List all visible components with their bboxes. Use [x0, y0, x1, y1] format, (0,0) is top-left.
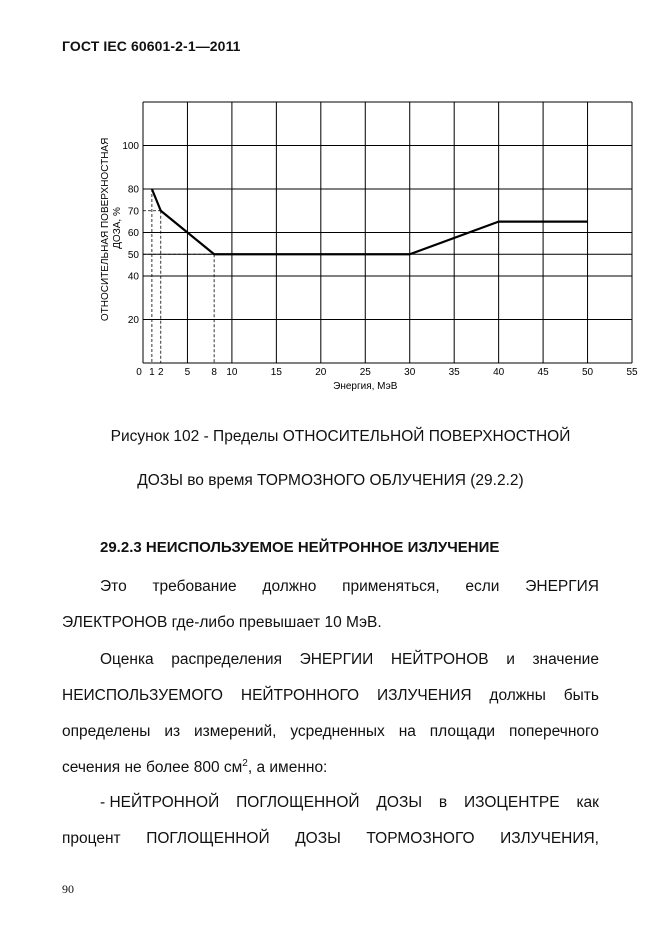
word: ДОЗЫ	[295, 830, 341, 847]
dose-limit-chart	[0, 0, 661, 420]
series-lines	[152, 189, 588, 254]
word: и	[506, 651, 515, 668]
word: НЕИСПОЛЬЗУЕМОГО	[62, 687, 223, 704]
word: НЕЙТРОННОГО	[240, 687, 360, 704]
x-tick-label: 45	[537, 367, 549, 378]
x-tick-label: 8	[211, 367, 217, 378]
figure-caption-line1: Рисунок 102 - Пределы ОТНОСИТЕЛЬНОЙ ПОВЕРХНОСТНОЙ	[110, 428, 571, 445]
section-heading: 29.2.3 НЕИСПОЛЬЗУЕМОЕ НЕЙТРОННОЕ ИЗЛУЧЕНИЕ	[100, 539, 500, 556]
word: как	[576, 794, 599, 811]
word: ИЗЛУЧЕНИЯ,	[500, 830, 599, 847]
paragraph1-line2: ЭЛЕКТРОНОВ где-либо превышает 10 МэВ.	[62, 614, 382, 631]
y-tick-label: 70	[127, 206, 139, 218]
word: ИЗЛУЧЕНИЯ	[376, 687, 472, 704]
word: значение	[532, 651, 599, 668]
word: НЕЙТРОНОВ	[390, 651, 489, 668]
word: - НЕЙТРОННОЙ	[100, 794, 220, 811]
x-tick-label: 2	[158, 367, 164, 378]
x-tick-label: 50	[581, 367, 594, 378]
word: распределения	[171, 651, 282, 668]
p2-line4-end: , а именно:	[247, 759, 328, 777]
paragraph2-line2	[62, 687, 599, 705]
word: усредненных	[290, 723, 385, 740]
word: поперечного	[508, 723, 599, 740]
word: на	[398, 723, 416, 740]
x-tick-label: 15	[270, 367, 282, 378]
chart-grid	[143, 102, 632, 363]
word: ЭНЕРГИЯ	[525, 578, 599, 595]
word: требование	[152, 578, 237, 595]
word: ТОРМОЗНОГО	[366, 830, 475, 847]
word: ИЗОЦЕНТРЕ	[464, 794, 560, 811]
page-number: 90	[62, 882, 74, 896]
word: процент	[62, 830, 121, 847]
x-tick-label: 20	[315, 367, 327, 378]
x-tick-labels	[136, 367, 638, 378]
y-tick-label: 40	[127, 271, 139, 283]
word: ПОГЛОЩЕННОЙ	[236, 794, 360, 811]
word: определены	[62, 723, 151, 740]
word: если	[465, 578, 500, 595]
paragraph2-line4	[62, 758, 599, 777]
x-tick-label: 0	[136, 367, 142, 378]
document-header: ГОСТ IEC 60601-2-1—2011	[62, 38, 241, 54]
word: должны	[489, 687, 546, 704]
y-tick-label: 50	[127, 249, 139, 261]
word: Это	[100, 578, 127, 595]
paragraph1-line1	[100, 578, 599, 596]
x-tick-label: 55	[626, 367, 638, 378]
x-tick-label: 5	[184, 367, 191, 378]
paragraph3-line1	[100, 794, 599, 812]
word: ЭНЕРГИИ	[299, 651, 374, 668]
word: быть	[563, 687, 599, 704]
word: площади	[429, 723, 496, 740]
series-line	[152, 189, 588, 254]
y-tick-labels	[122, 141, 139, 326]
y-tick-label: 100	[122, 141, 139, 152]
p2-line4-start: сечения не более 800 см	[62, 759, 243, 777]
paragraph3-line2	[62, 830, 599, 848]
y-axis-label-line1: ОТНОСИТЕЛЬНАЯ ПОВЕРХНОСТНАЯ	[100, 137, 111, 322]
x-tick-label: 25	[359, 367, 371, 378]
x-tick-label: 1	[149, 367, 155, 378]
x-tick-label: 10	[226, 367, 238, 378]
x-tick-label: 40	[493, 367, 505, 378]
word: ДОЗЫ	[376, 794, 423, 811]
y-axis-label-line2: ДОЗА, %	[112, 207, 123, 249]
word: применяться,	[342, 578, 440, 595]
y-tick-label: 60	[127, 228, 139, 239]
paragraph2-line1	[100, 651, 599, 669]
word: измерений,	[193, 723, 277, 740]
paragraph2-line3	[62, 723, 599, 741]
y-axis-label	[100, 135, 123, 321]
word: ПОГЛОЩЕННОЙ	[146, 830, 270, 847]
word: в	[438, 794, 448, 811]
y-tick-label: 80	[127, 184, 139, 196]
x-tick-label: 35	[448, 367, 460, 378]
word: должно	[262, 578, 317, 595]
word: Оценка	[100, 651, 154, 668]
p2-line4-sup: 2	[242, 758, 248, 769]
y-tick-label: 20	[127, 315, 139, 326]
figure-caption-line2: ДОЗЫ во время ТОРМОЗНОГО ОБЛУЧЕНИЯ (29.2.2)	[137, 472, 524, 489]
word: из	[164, 723, 181, 740]
x-tick-label: 30	[404, 367, 416, 378]
x-axis-label: Энергия, МэВ	[333, 381, 398, 392]
